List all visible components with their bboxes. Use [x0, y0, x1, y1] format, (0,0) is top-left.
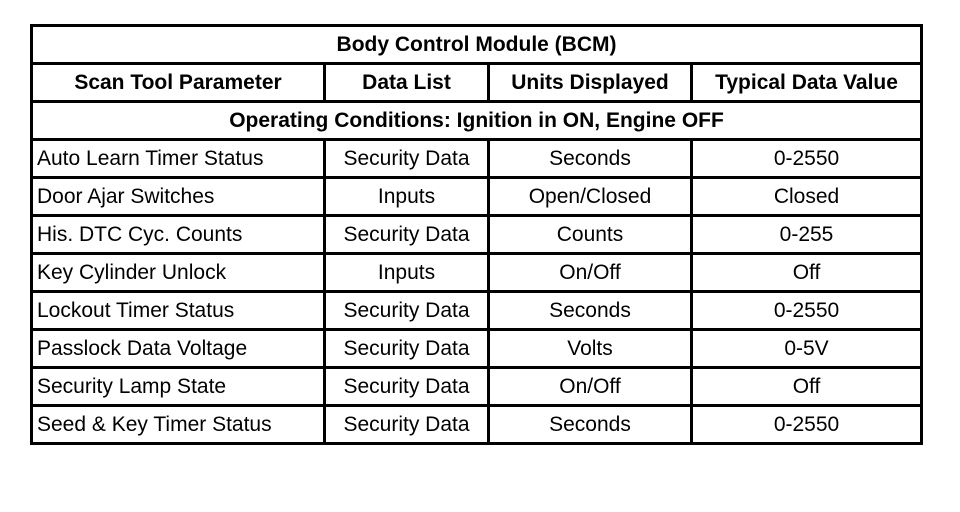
cell-units-displayed: Open/Closed	[489, 178, 692, 216]
cell-typical-data-value: 0-2550	[692, 292, 922, 330]
cell-data-list: Security Data	[325, 292, 489, 330]
cell-data-list: Security Data	[325, 330, 489, 368]
cell-data-list: Security Data	[325, 216, 489, 254]
header-row	[32, 64, 922, 102]
table-title: Body Control Module (BCM)	[32, 26, 922, 64]
bcm-data-table	[30, 24, 923, 445]
cell-units-displayed: On/Off	[489, 254, 692, 292]
cell-scan-tool-parameter: Seed & Key Timer Status	[32, 406, 325, 444]
cell-units-displayed: Seconds	[489, 406, 692, 444]
cell-typical-data-value: 0-5V	[692, 330, 922, 368]
table-row	[32, 330, 922, 368]
column-header-data-list: Data List	[325, 64, 489, 102]
cell-scan-tool-parameter: Key Cylinder Unlock	[32, 254, 325, 292]
column-header-units-displayed: Units Displayed	[489, 64, 692, 102]
cell-units-displayed: Seconds	[489, 292, 692, 330]
cell-scan-tool-parameter: His. DTC Cyc. Counts	[32, 216, 325, 254]
column-header-typical-data-value: Typical Data Value	[692, 64, 922, 102]
table-row	[32, 216, 922, 254]
cell-units-displayed: Counts	[489, 216, 692, 254]
table-row	[32, 178, 922, 216]
cell-typical-data-value: Closed	[692, 178, 922, 216]
cell-units-displayed: Volts	[489, 330, 692, 368]
table-row	[32, 140, 922, 178]
cell-units-displayed: On/Off	[489, 368, 692, 406]
cell-scan-tool-parameter: Security Lamp State	[32, 368, 325, 406]
cell-units-displayed: Seconds	[489, 140, 692, 178]
table-row	[32, 292, 922, 330]
table-row	[32, 406, 922, 444]
cell-data-list: Inputs	[325, 178, 489, 216]
cell-typical-data-value: 0-2550	[692, 406, 922, 444]
table-row	[32, 368, 922, 406]
cell-scan-tool-parameter: Auto Learn Timer Status	[32, 140, 325, 178]
operating-conditions: Operating Conditions: Ignition in ON, Engine OFF	[32, 102, 922, 140]
cell-typical-data-value: 0-255	[692, 216, 922, 254]
cell-data-list: Security Data	[325, 140, 489, 178]
cell-typical-data-value: Off	[692, 368, 922, 406]
conditions-row	[32, 102, 922, 140]
cell-scan-tool-parameter: Lockout Timer Status	[32, 292, 325, 330]
cell-typical-data-value: 0-2550	[692, 140, 922, 178]
title-row	[32, 26, 922, 64]
column-header-scan-tool-parameter: Scan Tool Parameter	[32, 64, 325, 102]
cell-scan-tool-parameter: Door Ajar Switches	[32, 178, 325, 216]
cell-typical-data-value: Off	[692, 254, 922, 292]
cell-data-list: Security Data	[325, 406, 489, 444]
table-row	[32, 254, 922, 292]
cell-scan-tool-parameter: Passlock Data Voltage	[32, 330, 325, 368]
cell-data-list: Inputs	[325, 254, 489, 292]
cell-data-list: Security Data	[325, 368, 489, 406]
